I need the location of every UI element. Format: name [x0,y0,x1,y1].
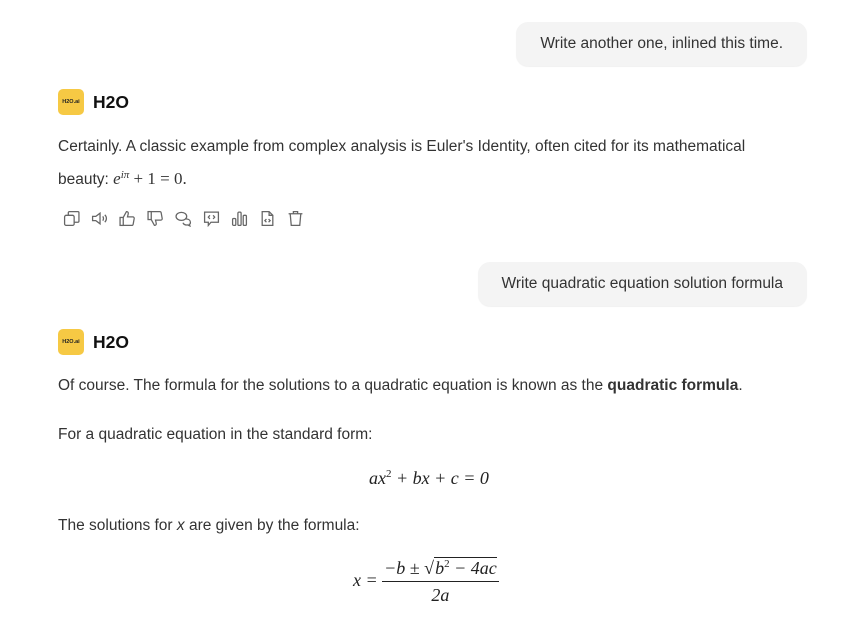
user-message-text: Write another one, inlined this time. [540,35,783,52]
math: −b ± [384,558,425,578]
code-comment-icon[interactable] [202,209,221,228]
math: ax [369,468,386,488]
message-actions [62,209,305,228]
italic-var: x [176,517,185,534]
text: . [738,377,743,394]
math: − 4ac [449,558,497,578]
avatar: H2O.ai [58,329,84,355]
thumbs-up-icon[interactable] [118,209,137,228]
trash-icon[interactable] [286,209,305,228]
assistant-header [58,89,129,115]
paragraph [58,372,838,400]
avatar: H2O.ai [58,89,84,115]
text: The solutions for [58,517,177,534]
math-rest: + 1 = 0. [129,169,187,189]
paragraph: For a quadratic equation in the standard form: [58,426,373,443]
math: x = [353,570,383,591]
math: + bx + c = 0 [391,468,489,488]
math-exp: 2 [386,468,392,480]
speaker-icon[interactable] [90,209,109,228]
math-base: e [113,169,121,189]
assistant-header [58,329,129,355]
numerator [382,558,499,582]
math-exp: iπ [120,169,130,181]
fraction [382,558,499,606]
thumbs-down-icon[interactable] [146,209,165,228]
text: Certainly. A classic example from complex analysis is Euler's Identity, often cited for its mathematical beauty: [58,138,746,189]
user-message-text: Write quadratic equation solution formula [501,275,783,292]
quadratic-formula [353,558,499,606]
math: b [435,558,445,578]
text: Of course. The formula for the solutions to a quadratic equation is known as the [58,377,608,394]
text: are given by the formula: [184,517,360,534]
math-exp: 2 [444,558,450,570]
chat-bubbles-icon[interactable] [174,209,193,228]
denominator: 2a [431,585,450,605]
sqrt-icon: √ [424,558,435,578]
paragraph [58,512,818,540]
radicand [434,557,497,578]
user-message [478,262,807,306]
assistant-name: H2O [93,91,129,112]
standard-form-equation [369,468,489,489]
assistant-message-text [58,133,748,194]
bold-text: quadratic formula [607,377,739,394]
bar-chart-icon[interactable] [230,209,249,228]
user-message [516,22,807,66]
assistant-name: H2O [93,331,129,352]
code-file-icon[interactable] [258,209,277,228]
copy-icon[interactable] [62,209,81,228]
